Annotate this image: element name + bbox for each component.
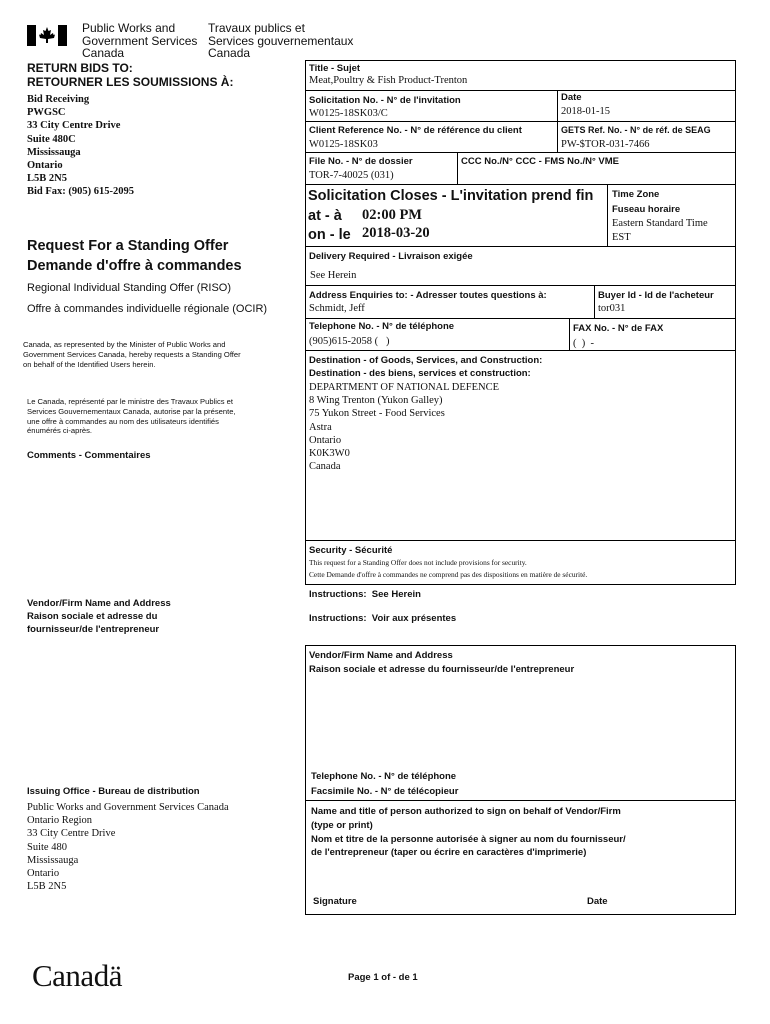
destination-line: Astra bbox=[309, 421, 332, 433]
auth-line: de l'entrepreneur (taper ou écrire en caractères d'imprimerie) bbox=[311, 847, 587, 859]
rule bbox=[594, 285, 595, 318]
offer-type-fr: Offre à commandes individuelle régionale (OCIR) bbox=[27, 303, 268, 315]
rule bbox=[305, 90, 736, 91]
org-en-line: Public Works and bbox=[82, 21, 176, 35]
org-name-en bbox=[82, 22, 197, 60]
para-line: on behalf of the Identified Users herein. bbox=[23, 359, 156, 369]
request-title-en: Request For a Standing Offer bbox=[27, 238, 229, 254]
gets-label: GETS Ref. No. - N° de réf. de SEAG bbox=[561, 125, 711, 135]
address-line: Public Works and Government Services Canada bbox=[27, 802, 229, 813]
ccc-label: CCC No./N° CCC - FMS No./N° VME bbox=[461, 156, 620, 167]
destination-line: 8 Wing Trenton (Yukon Galley) bbox=[309, 395, 443, 407]
destination-line: DEPARTMENT OF NATIONAL DEFENCE bbox=[309, 382, 500, 393]
auth-line: Name and title of person authorized to sign on behalf of Vendor/Firm bbox=[311, 806, 621, 817]
address-line: Ontario Region bbox=[27, 815, 93, 827]
destination-label-en: Destination - of Goods, Services, and Construction: bbox=[309, 355, 543, 366]
file-value: TOR-7-40025 (031) bbox=[309, 170, 394, 181]
signature-label: Signature bbox=[313, 896, 357, 907]
date-label: Date bbox=[561, 92, 582, 103]
gets-value: PW-$TOR-031-7466 bbox=[561, 139, 650, 150]
address-line: 33 City Centre Drive bbox=[27, 828, 116, 840]
offer-type-en: Regional Individual Standing Offer (RISO) bbox=[27, 282, 232, 294]
solicitation-value: W0125-18SK03/C bbox=[309, 108, 388, 119]
destination-label-fr: Destination - des biens, services et construction: bbox=[309, 368, 531, 379]
rule bbox=[305, 318, 736, 319]
destination-line: K0K3W0 bbox=[309, 448, 350, 460]
address-line: Mississauga bbox=[27, 854, 79, 866]
issuing-office-label: Issuing Office - Bureau de distribution bbox=[27, 786, 200, 797]
para-line: Le Canada, représenté par le ministre des Travaux Publics et bbox=[27, 397, 233, 406]
instructions-en: Instructions: See Herein bbox=[309, 589, 421, 600]
rule bbox=[305, 540, 736, 541]
on-value: 2018-03-20 bbox=[362, 225, 430, 241]
instructions-fr: Instructions: Voir aux présentes bbox=[309, 613, 457, 624]
request-paragraph-en bbox=[23, 340, 241, 369]
authorized-person-label bbox=[311, 805, 626, 860]
delivery-label: Delivery Required - Livraison exigée bbox=[309, 251, 473, 262]
timezone-value: Eastern Standard Time bbox=[612, 218, 708, 229]
auth-line: (type or print) bbox=[311, 819, 373, 831]
title-value: Meat,Poultry & Fish Product-Trenton bbox=[309, 75, 468, 86]
page-number: Page 1 of - de 1 bbox=[348, 972, 418, 983]
destination-line: 75 Yukon Street - Food Services bbox=[309, 408, 445, 420]
phone-value: (905)615-2058 ( ) bbox=[309, 336, 390, 347]
address-line: Mississauga bbox=[27, 146, 81, 158]
address-line: L5B 2N5 bbox=[27, 881, 67, 893]
address-line: 33 City Centre Drive bbox=[27, 120, 121, 132]
fax-label: FAX No. - N° de FAX bbox=[573, 323, 664, 334]
rule bbox=[305, 121, 736, 122]
address-line: Ontario bbox=[27, 868, 60, 880]
para-line: une offre à commandes au nom des utilisateurs identifiés bbox=[27, 416, 219, 426]
issuing-office-address bbox=[27, 801, 229, 893]
return-bids-address bbox=[27, 93, 134, 199]
delivery-value: See Herein bbox=[310, 270, 357, 281]
rule bbox=[305, 152, 736, 153]
org-en-line: Government Services bbox=[82, 33, 198, 48]
rule bbox=[557, 90, 558, 152]
para-line: énumérés ci-après. bbox=[27, 426, 92, 436]
timezone-label-en: Time Zone bbox=[612, 189, 660, 200]
comments-label: Comments - Commentaires bbox=[27, 450, 151, 461]
vendor-left-label bbox=[27, 597, 171, 636]
canada-wordmark: Canadä bbox=[32, 958, 122, 993]
rule bbox=[305, 184, 736, 185]
rule bbox=[569, 318, 570, 350]
address-line: Bid Receiving bbox=[27, 94, 90, 105]
destination-line: Ontario bbox=[309, 434, 342, 446]
timezone-abbr: EST bbox=[612, 232, 631, 243]
rule bbox=[305, 246, 736, 247]
signature-date-label: Date bbox=[587, 896, 608, 907]
vendor-fax-label: Facsimile No. - N° de télécopieur bbox=[311, 786, 459, 797]
auth-line: Nom et titre de la personne autorisée à signer au nom du fournisseur/ bbox=[311, 833, 626, 845]
fax-value: ( ) - bbox=[573, 338, 594, 349]
rule bbox=[305, 800, 736, 801]
rule bbox=[607, 184, 608, 246]
request-title-fr: Demande d'offre à commandes bbox=[27, 258, 242, 274]
solicitation-label: Solicitation No. - N° de l'invitation bbox=[309, 95, 461, 106]
address-line: L5B 2N5 bbox=[27, 173, 67, 185]
buyer-id-value: tor031 bbox=[598, 303, 626, 314]
address-line: Suite 480C bbox=[27, 133, 76, 145]
at-label: at - à bbox=[308, 208, 342, 224]
vendor-left-line: Vendor/Firm Name and Address bbox=[27, 598, 171, 609]
at-value: 02:00 PM bbox=[362, 207, 422, 223]
client-ref-label: Client Reference No. - N° de référence du client bbox=[309, 125, 522, 136]
title-label: Title - Sujet bbox=[309, 63, 361, 74]
address-line: Ontario bbox=[27, 160, 63, 172]
date-value: 2018-01-15 bbox=[561, 106, 610, 117]
return-bids-title-en: RETURN BIDS TO: bbox=[27, 61, 133, 75]
destination-line: Canada bbox=[309, 461, 341, 473]
return-bids-title-fr: RETOURNER LES SOUMISSIONS À: bbox=[27, 75, 234, 89]
timezone-label-fr: Fuseau horaire bbox=[612, 204, 681, 215]
security-text-en: This request for a Standing Offer does not include provisions for security. bbox=[309, 558, 527, 567]
address-line: Suite 480 bbox=[27, 841, 67, 853]
vendor-left-line: Raison sociale et adresse du bbox=[27, 611, 158, 622]
address-enquiries-label: Address Enquiries to: - Adresser toutes questions à: bbox=[309, 290, 547, 301]
rule bbox=[457, 152, 458, 184]
client-ref-value: W0125-18SK03 bbox=[309, 139, 378, 150]
phone-label: Telephone No. - N° de téléphone bbox=[309, 321, 455, 332]
buyer-id-label: Buyer Id - Id de l'acheteur bbox=[598, 290, 714, 301]
canada-flag-icon bbox=[27, 25, 67, 46]
destination-address bbox=[309, 381, 499, 473]
org-fr-line: Travaux publics et bbox=[208, 21, 305, 35]
org-fr-line: Services gouvernementaux bbox=[208, 33, 354, 48]
return-bids-title bbox=[27, 61, 233, 89]
security-label: Security - Sécurité bbox=[309, 545, 393, 556]
org-fr-line: Canada bbox=[208, 46, 251, 60]
address-line: PWGSC bbox=[27, 107, 66, 119]
on-label: on - le bbox=[308, 227, 351, 243]
file-label: File No. - N° de dossier bbox=[309, 156, 413, 167]
para-line: Services Gouvernementaux Canada, autorise par la présente, bbox=[27, 406, 236, 416]
security-text-fr: Cette Demande d'offre à commandes ne comprend pas des dispositions en matière de sécurité. bbox=[309, 570, 588, 579]
vendor-phone-label: Telephone No. - N° de téléphone bbox=[311, 771, 457, 782]
vendor-label-en: Vendor/Firm Name and Address bbox=[309, 650, 453, 661]
request-title bbox=[27, 236, 242, 276]
address-enquiries-value: Schmidt, Jeff bbox=[309, 303, 365, 314]
para-line: Canada, as represented by the Minister of Public Works and bbox=[23, 340, 226, 349]
request-paragraph-fr bbox=[27, 397, 236, 436]
vendor-label-fr: Raison sociale et adresse du fournisseur/de l'entrepreneur bbox=[309, 664, 575, 675]
vendor-left-line: fournisseur/de l'entrepreneur bbox=[27, 624, 160, 635]
org-name-fr bbox=[208, 22, 353, 60]
rule bbox=[305, 350, 736, 351]
bid-fax: Bid Fax: (905) 615-2095 bbox=[27, 186, 135, 198]
org-en-line: Canada bbox=[82, 46, 125, 60]
para-line: Government Services Canada, hereby requests a Standing Offer bbox=[23, 349, 241, 359]
rule bbox=[305, 285, 736, 286]
closes-label: Solicitation Closes - L'invitation prend fin bbox=[308, 188, 594, 204]
